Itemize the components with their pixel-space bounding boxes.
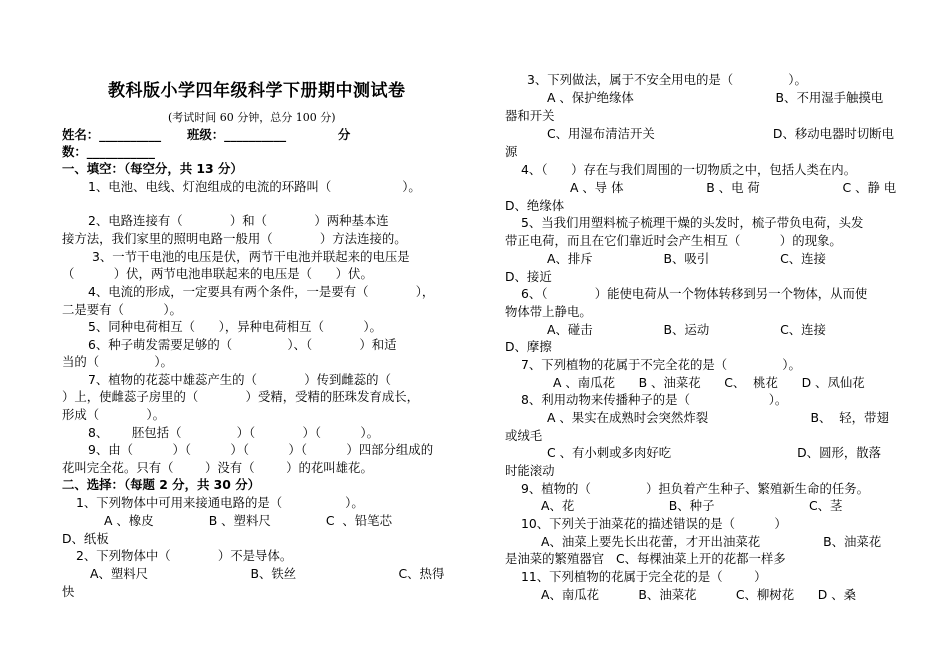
right-line: A、碰击 B、运动 C、连接 bbox=[547, 322, 826, 337]
right-line: 11、下列植物的花属于完全花的是（ ） bbox=[521, 569, 767, 584]
left-line: A、塑料尺 B、铁丝 C、热得 bbox=[90, 566, 445, 581]
right-line: 5、当我们用塑料梳子梳理干燥的头发时，梳子带负电荷，头发 bbox=[521, 215, 864, 230]
right-line: A、南瓜花 B、油菜花 C、柳树花 D 、桑 bbox=[541, 587, 856, 602]
name-class-row: 姓名：__________ 班级：__________ 分 bbox=[62, 127, 351, 142]
left-line: 1、电池、电线、灯泡组成的电流的环路叫（ ）。 bbox=[88, 179, 421, 194]
right-line: D、绝缘体 bbox=[505, 198, 565, 213]
left-line: 5、同种电荷相互（ ），异种电荷相互（ ）。 bbox=[88, 319, 382, 334]
right-line: A、花 B、种子 C、茎 bbox=[541, 498, 843, 513]
right-line: 或绒毛 bbox=[505, 428, 543, 443]
left-line: 快 bbox=[62, 584, 75, 599]
right-line: A 、南瓜花 B 、油菜花 C、 桃花 D 、凤仙花 bbox=[553, 375, 865, 390]
right-line: 带正电荷，而且在它们靠近时会产生相互（ ）的现象。 bbox=[505, 233, 842, 248]
right-line: 6、（ ）能使电荷从一个物体转移到另一个物体，从而使 bbox=[521, 286, 868, 301]
left-line: 1、下列物体中可用来接通电路的是（ ）。 bbox=[76, 495, 364, 510]
left-line: 2、电路连接有（ ）和（ ）两种基本连 bbox=[88, 213, 389, 228]
left-line: 7、植物的花蕊中雄蕊产生的（ ）传到雌蕊的（ bbox=[88, 372, 391, 387]
right-line: D、摩擦 bbox=[505, 339, 552, 354]
left-line: 3、一节干电池的电压是伏，两节干电池并联起来的电压是 bbox=[92, 249, 410, 264]
right-line: 10、下列关于油菜花的描述错误的是（ ） bbox=[521, 516, 787, 531]
right-line: 8、利用动物来传播种子的是（ ）。 bbox=[521, 392, 788, 407]
left-line: D、纸板 bbox=[62, 531, 109, 546]
right-line: A、排斥 B、吸引 C、连接 bbox=[547, 251, 826, 266]
left-line: 2、下列物体中（ ）不是导体。 bbox=[76, 548, 293, 563]
left-line: 当的（ ）。 bbox=[62, 354, 173, 369]
exam-subtitle: (考试时间 60 分钟，总分 100 分) bbox=[168, 111, 336, 124]
left-line: 9、由（ ）（ ）（ ）（ ）四部分组成的 bbox=[88, 442, 434, 457]
exam-title: 教科版小学四年级科学下册期中测试卷 bbox=[108, 81, 406, 101]
right-line: 4、（ ）存在与我们周围的一切物质之中，包括人类在内。 bbox=[521, 162, 857, 177]
right-line: A、油菜上要先长出花蕾，才开出油菜花 B、油菜花 bbox=[541, 534, 882, 549]
right-line: 是油菜的繁殖器官 C、每棵油菜上开的花都一样多 bbox=[505, 551, 786, 566]
fill-section-heading: 一、填空：（每空分，共 13 分） bbox=[62, 161, 243, 176]
choice-section-heading: 二、选择：（每题 2 分，共 30 分） bbox=[62, 477, 260, 492]
right-line: 器和开关 bbox=[505, 108, 555, 123]
left-line: 形成（ ）。 bbox=[62, 407, 166, 422]
left-line: 花叫完全花。只有（ ）没有（ ）的花叫雄花。 bbox=[62, 460, 373, 475]
right-line: 源 bbox=[505, 144, 518, 159]
left-line: 接方法，我们家里的照明电路一般用（ ）方法连接的。 bbox=[62, 231, 407, 246]
left-line: （ ）伏，两节电池串联起来的电压是（ ）伏。 bbox=[62, 266, 373, 281]
right-line: 9、植物的（ ）担负着产生种子、繁殖新生命的任务。 bbox=[521, 481, 870, 496]
right-line: A 、果实在成熟时会突然炸裂 B、 轻，带翅 bbox=[547, 410, 889, 425]
right-line: 物体带上静电。 bbox=[505, 304, 592, 319]
right-line: C、用湿布清洁开关 D、移动电器时切断电 bbox=[547, 126, 894, 141]
left-line: A 、橡皮 B 、塑料尺 C 、铅笔芯 bbox=[104, 513, 392, 528]
right-line: C 、有小刺或多肉好吃 D、圆形，散落 bbox=[547, 445, 882, 460]
left-line: 4、电流的形成，一定要具有两个条件，一是要有（ ）， bbox=[88, 284, 435, 299]
left-line: 6、种子萌发需要足够的（ ）、（ ）和适 bbox=[88, 337, 397, 352]
right-line: 7、下列植物的花属于不完全花的是（ ）。 bbox=[521, 357, 801, 372]
right-line: D、接近 bbox=[505, 269, 552, 284]
left-line: 8、 胚包括（ ）（ ）（ ）。 bbox=[88, 425, 380, 440]
right-line: A 、保护绝缘体 B、不用湿手触摸电 bbox=[547, 90, 884, 105]
score-row: 数：___________ bbox=[62, 144, 155, 159]
right-line: 时能滚动 bbox=[505, 463, 555, 478]
left-line: 二是要有（ ）。 bbox=[62, 302, 182, 317]
left-line: ）上，使雌蕊子房里的（ ）受精，受精的胚珠发育成长， bbox=[62, 389, 420, 404]
right-line: 3、下列做法，属于不安全用电的是（ ）。 bbox=[527, 72, 807, 87]
right-line: A 、导 体 B 、电 荷 C 、静 电 bbox=[570, 180, 897, 195]
